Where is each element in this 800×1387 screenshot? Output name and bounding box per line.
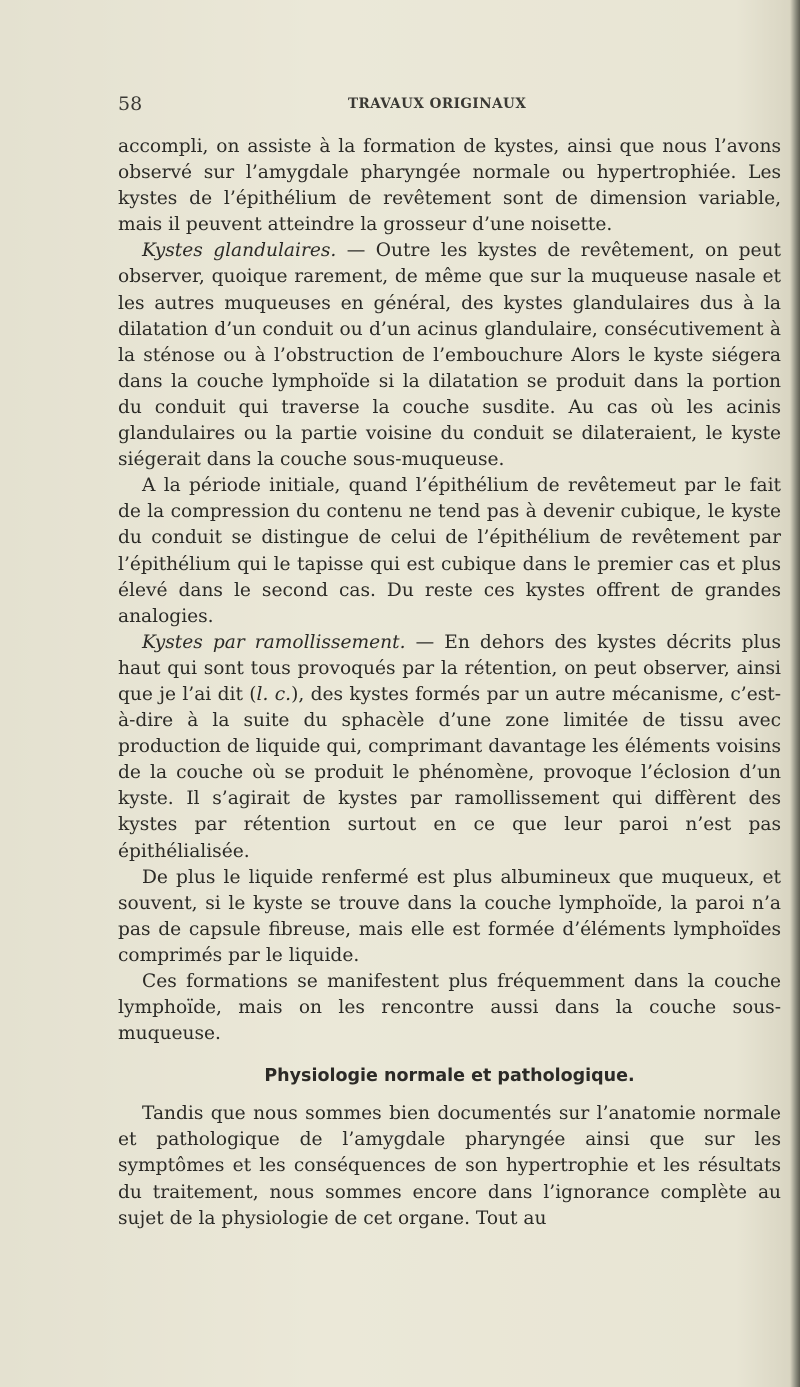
page-header (118, 93, 781, 117)
running-head: TRAVAUX ORIGINAUX (348, 96, 527, 112)
paragraph-7: Tandis que nous sommes bien documentés sur l’anatomie normale et pathologique de l’amygdale pharyngée ainsi que sur les symptômes et les conséquences de son hypertrophie et les résultats du traitement, nous sommes encore dans l’ignorance complète au sujet de la physiologie de cet organe. Tout au (118, 1103, 781, 1229)
paragraph-2-title: Kystes glandulaires. (142, 240, 337, 262)
page-edge-shadow (790, 0, 800, 1387)
body-text (118, 134, 781, 1232)
paragraph-2-text: — Outre les kystes de revêtement, on peut observer, quoique rarement, de même que sur la muqueuse nasale et les autres muqueuses en général, des kystes glandulaires dus à la dilatation d’un conduit ou d’un acinus glandulaire, consécutivement à la sténose ou à l’obstruction de l’embouchure Alors le kyste siégera dans la couche lymphoïde si la dilatation se produit dans la portion du conduit qui traverse la couche susdite. Au cas où les acinis glandulaires ou la partie voisine du conduit se dilateraient, le kyste siégerait dans la couche sous-muqueuse. (118, 240, 781, 471)
paragraph-4 (118, 630, 781, 865)
paragraph-2 (118, 238, 781, 473)
paragraph-4-title: Kystes par ramollissement. (142, 631, 406, 653)
paragraph-4-citation: l. c. (256, 683, 292, 705)
section-heading: Physiologie normale et pathologique. (264, 1066, 635, 1087)
paragraph-5: De plus le liquide renfermé est plus albumineux que muqueux, et souvent, si le kyste se trouve dans la couche lymphoïde, la paroi n’a pas de capsule fibreuse, mais elle est formée d’éléments lymphoïdes comprimés par le liquide. (118, 866, 781, 966)
paragraph-4-text-2: ), des kystes formés par un autre mécanisme, c’est-à-dire à la suite du sphacèle d’une zone limitée de tissu avec production de liquide qui, comprimant davantage les éléments voisins de la couche où se produit le phénomène, provoque l’éclosion d’un kyste. Il s’agirait de kystes par ramollissement qui diffèrent des kystes par rétention surtout en ce que leur paroi n’est pas épithélialisée. (118, 683, 782, 862)
page-number: 58 (118, 93, 143, 115)
paragraph-4-text-1: — En dehors des kystes décrits plus haut qui sont tous provoqués par la rétention, on peut observer, ainsi que je l’ai dit ( (118, 631, 781, 705)
paragraph-6: Ces formations se manifestent plus fréquemment dans la couche lymphoïde, mais on les rencontre aussi dans la couche sous-muqueuse. (118, 971, 781, 1045)
paragraph-3: A la période initiale, quand l’épithélium de revêtemeut par le fait de la compression du contenu ne tend pas à devenir cubique, le kyste du conduit se distingue de celui de l’épithélium de revêtement par l’épithélium qui le tapisse qui est cubique dans le premier cas et plus élevé dans le second cas. Du reste ces kystes offrent de grandes analogies. (118, 475, 781, 627)
paragraph-1: accompli, on assiste à la formation de kystes, ainsi que nous l’avons observé sur l’amygdale pharyngée normale ou hypertrophiée. Les kystes de l’épithélium de revêtement sont de dimension variable, mais il peuvent atteindre la grosseur d’une noisette. (118, 136, 781, 236)
